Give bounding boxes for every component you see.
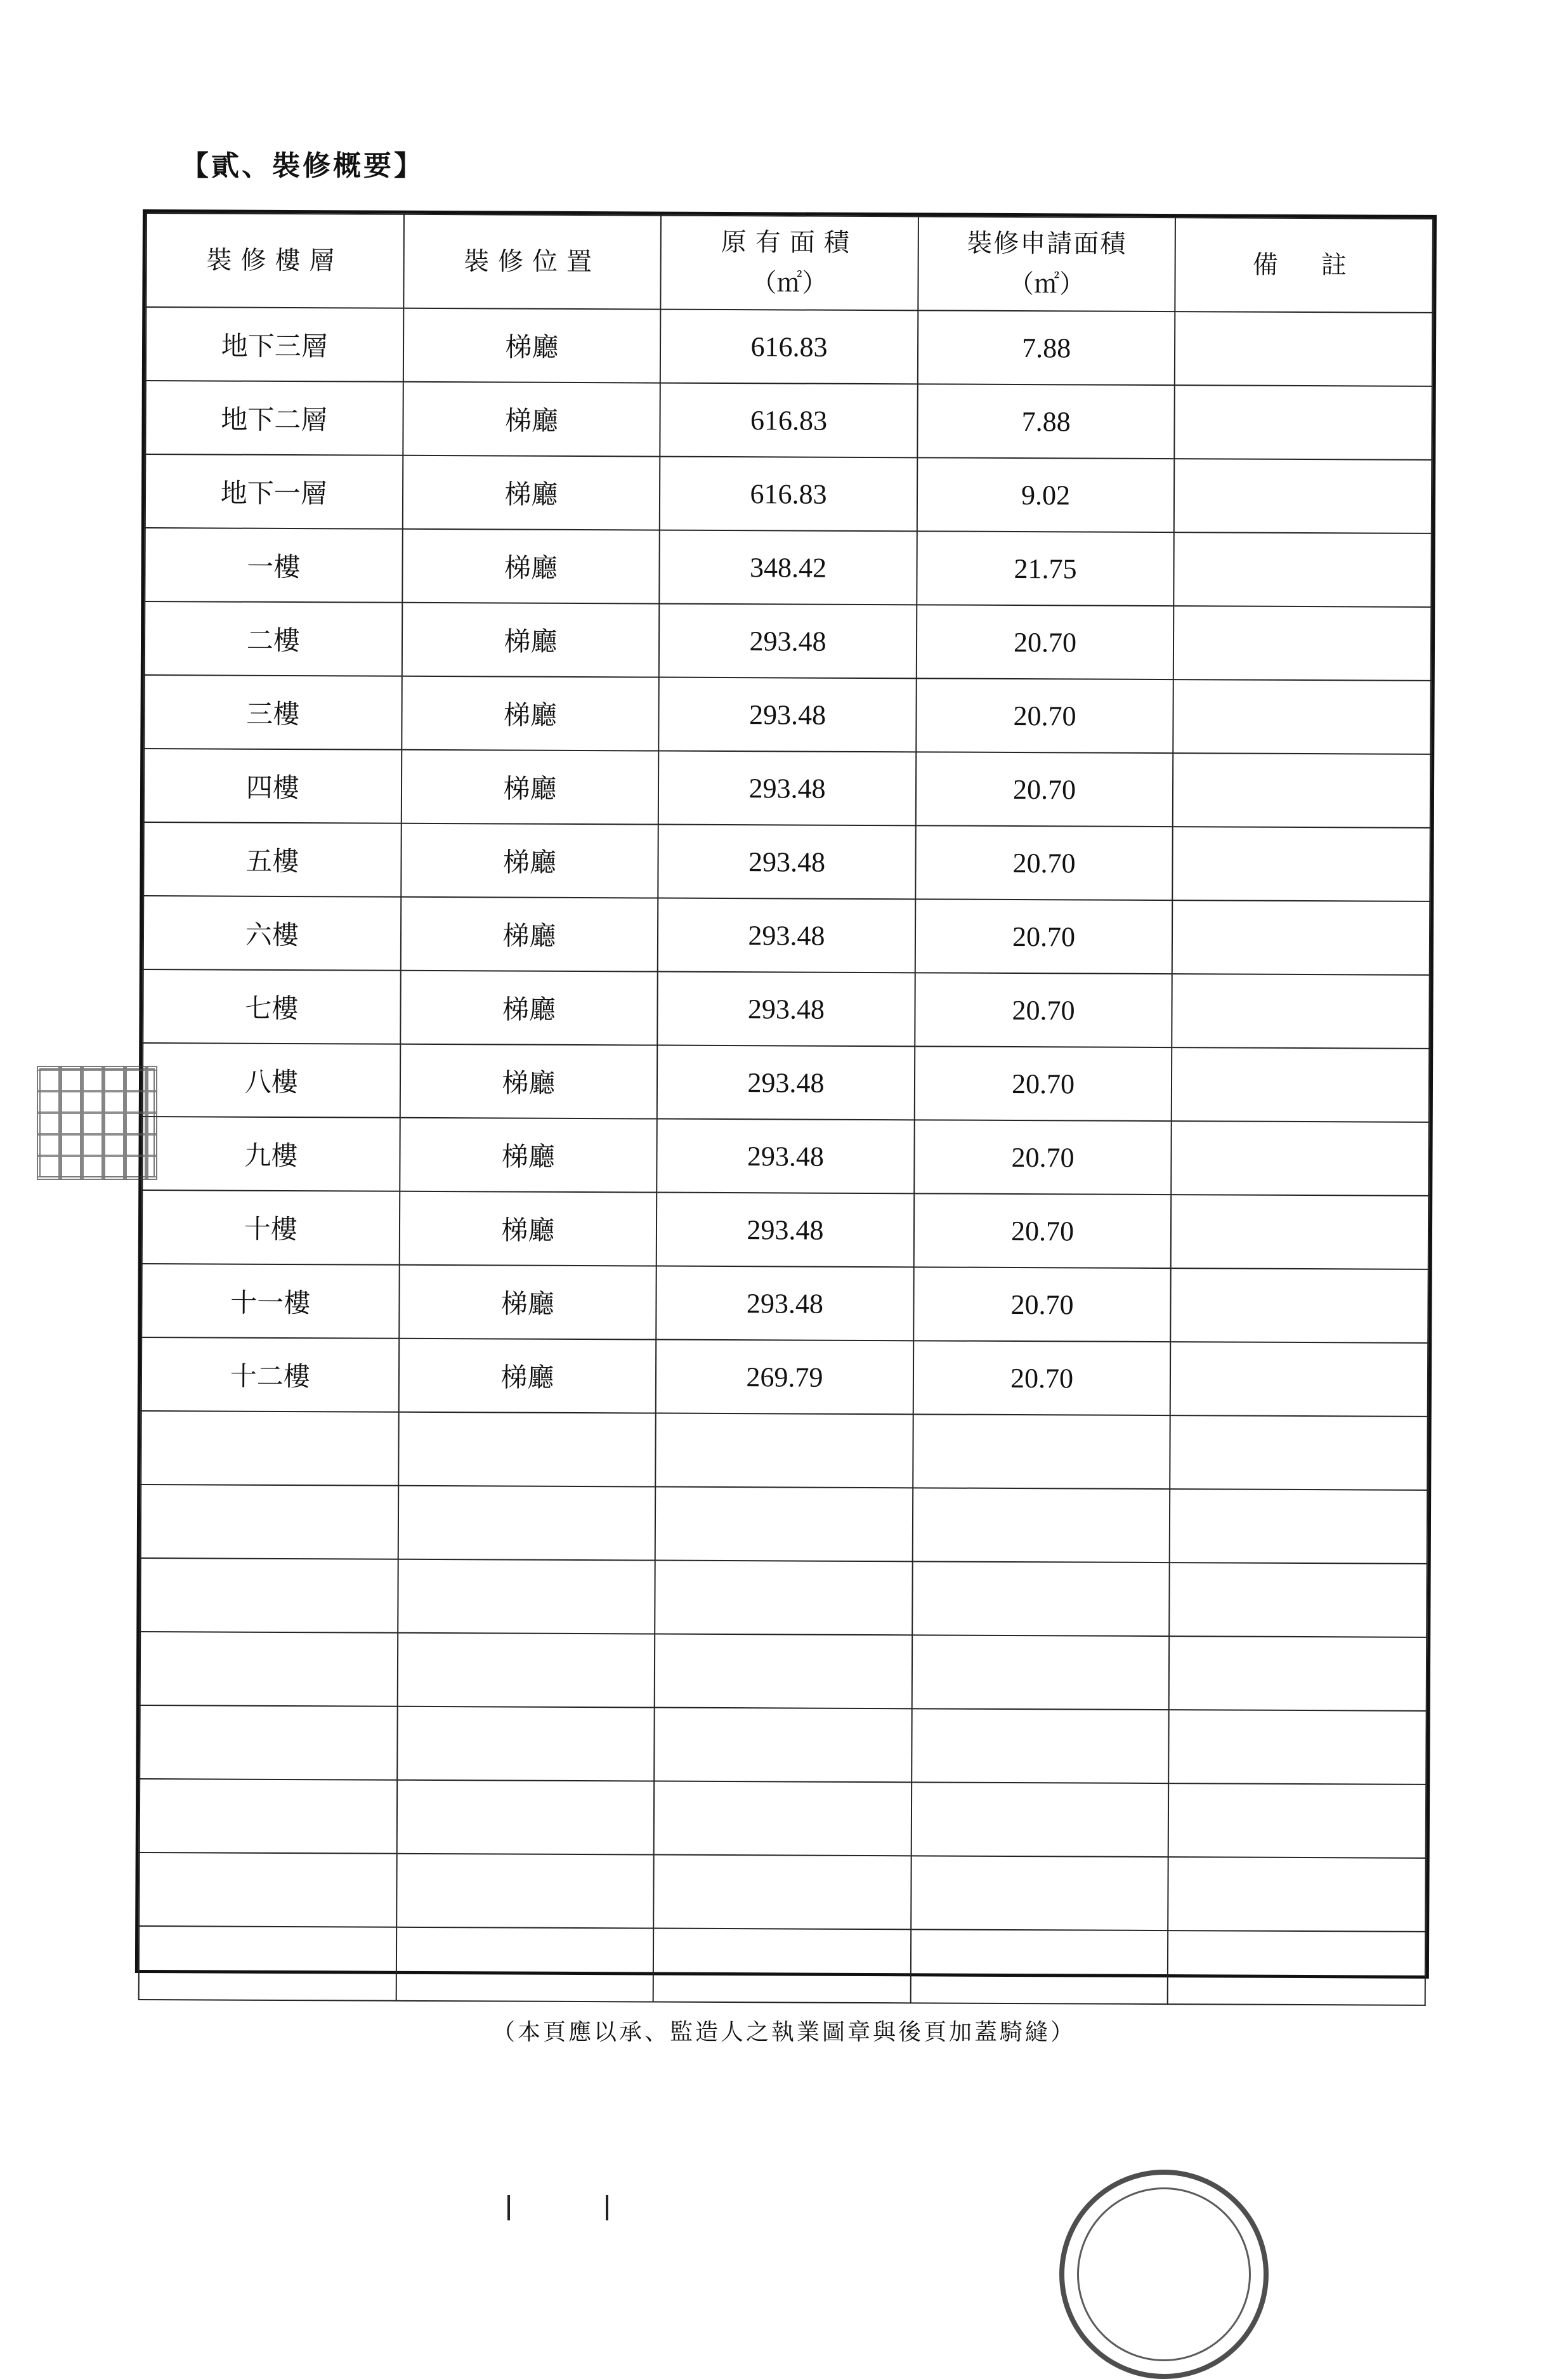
table-row	[145, 601, 1431, 681]
cell-remarks	[1168, 1930, 1425, 2005]
cell-remarks	[1171, 1268, 1428, 1343]
cell-floor	[141, 1484, 398, 1559]
cell-location	[398, 1412, 656, 1487]
cell-remarks	[1172, 1047, 1429, 1122]
cell-remarks	[1170, 1342, 1428, 1417]
table-body	[139, 307, 1433, 2005]
table-row	[139, 1852, 1425, 1932]
cell-remarks	[1173, 606, 1431, 681]
cell-applied-area: 9.02	[917, 457, 1175, 532]
cell-original-area: 293.48	[658, 678, 916, 752]
cell-floor: 四樓	[144, 749, 402, 823]
cell-applied-area	[913, 1414, 1170, 1489]
cell-original-area: 293.48	[658, 898, 915, 973]
cell-original-area	[655, 1561, 912, 1635]
cell-location: 梯廳	[402, 455, 660, 530]
cell-original-area	[653, 1855, 911, 1930]
table-row	[140, 1558, 1427, 1637]
table-row	[145, 528, 1431, 607]
cell-original-area: 293.48	[657, 1119, 914, 1194]
table-row	[140, 1705, 1426, 1785]
table-row	[144, 749, 1430, 828]
cell-original-area: 293.48	[659, 604, 917, 679]
cell-original-area: 616.83	[660, 383, 917, 458]
cell-original-area: 293.48	[658, 825, 915, 900]
cell-location: 梯廳	[398, 1339, 656, 1413]
cell-floor	[139, 1926, 396, 2001]
cell-original-area: 348.42	[659, 530, 917, 605]
cell-applied-area	[910, 1929, 1168, 2004]
cell-floor: 三樓	[144, 675, 402, 750]
cell-original-area: 293.48	[657, 972, 915, 1047]
header-floor: 裝修樓層	[146, 213, 403, 308]
cell-location	[398, 1559, 655, 1634]
table-row	[142, 1190, 1428, 1269]
cell-applied-area: 7.88	[918, 310, 1175, 385]
cell-remarks	[1169, 1710, 1427, 1785]
table-row	[141, 1264, 1428, 1343]
cell-location: 梯廳	[403, 308, 660, 383]
cell-floor: 八樓	[143, 1043, 400, 1118]
cell-location: 梯廳	[403, 382, 660, 457]
cell-location: 梯廳	[402, 603, 659, 678]
cell-remarks	[1173, 753, 1430, 828]
cell-original-area: 293.48	[657, 1193, 914, 1268]
cell-applied-area: 20.70	[917, 605, 1174, 679]
cell-floor: 十一樓	[141, 1264, 399, 1339]
cell-applied-area	[911, 1782, 1168, 1857]
table-row	[143, 969, 1429, 1049]
cell-floor: 地下三層	[146, 307, 403, 382]
cell-applied-area: 20.70	[915, 825, 1173, 900]
table-row	[143, 896, 1430, 975]
cell-floor	[139, 1852, 396, 1927]
cell-original-area	[654, 1708, 911, 1783]
header-applied-area	[918, 216, 1175, 311]
cell-location	[396, 1927, 653, 2002]
cell-location	[396, 1780, 654, 1855]
cell-location	[396, 1854, 654, 1929]
cell-original-area	[655, 1634, 912, 1709]
cell-location	[398, 1486, 655, 1561]
cell-floor	[140, 1558, 398, 1633]
renovation-summary-table	[138, 213, 1434, 2006]
cell-remarks	[1174, 459, 1432, 534]
cell-remarks	[1168, 1857, 1426, 1932]
cell-original-area: 269.79	[656, 1340, 913, 1415]
cell-remarks	[1173, 679, 1431, 754]
cell-floor	[140, 1632, 398, 1707]
cell-location: 梯廳	[401, 750, 658, 825]
table-row	[140, 1632, 1427, 1711]
cell-remarks	[1175, 385, 1432, 460]
cell-applied-area: 20.70	[915, 899, 1173, 974]
cell-remarks	[1175, 311, 1432, 386]
header-location: 裝修位置	[403, 214, 661, 310]
crop-mark	[507, 2195, 510, 2220]
cell-applied-area: 20.70	[914, 1193, 1172, 1268]
cell-applied-area: 20.70	[913, 1340, 1171, 1415]
cell-applied-area: 20.70	[913, 1267, 1171, 1342]
table-row	[140, 1779, 1426, 1858]
renovation-summary-table-frame	[135, 209, 1437, 1979]
cell-applied-area	[911, 1708, 1169, 1783]
cell-original-area: 616.83	[660, 457, 917, 532]
header-applied-area-unit: （㎡）	[1008, 269, 1085, 299]
cell-floor: 六樓	[143, 896, 401, 971]
footer-note: （本頁應以承、監造人之執業圖章與後頁加蓋騎縫）	[492, 2019, 1076, 2045]
table-row	[146, 307, 1432, 386]
cell-floor	[141, 1411, 398, 1486]
cell-location: 梯廳	[399, 1265, 657, 1340]
cell-location	[397, 1633, 655, 1708]
table-row	[141, 1484, 1427, 1564]
table-row	[145, 381, 1432, 460]
cell-applied-area: 20.70	[916, 752, 1173, 827]
cell-location: 梯廳	[400, 897, 658, 972]
cell-remarks	[1171, 1195, 1428, 1269]
cell-applied-area: 20.70	[915, 1046, 1172, 1121]
table-row	[141, 1411, 1427, 1490]
header-original-area-unit: （㎡）	[751, 268, 828, 298]
left-seal-stamp	[37, 1066, 157, 1180]
cell-applied-area: 20.70	[914, 1120, 1172, 1195]
cell-remarks	[1170, 1563, 1427, 1637]
bottom-seal-stamp	[1059, 2170, 1269, 2379]
table-row	[143, 822, 1430, 901]
cell-floor: 五樓	[143, 822, 401, 897]
table-row	[142, 1117, 1428, 1196]
cell-remarks	[1170, 1489, 1427, 1564]
table-row	[144, 675, 1430, 754]
cell-original-area	[654, 1781, 911, 1856]
cell-applied-area	[911, 1856, 1168, 1930]
cell-location: 梯廳	[399, 1191, 657, 1266]
cell-remarks	[1168, 1783, 1426, 1858]
cell-remarks	[1172, 1121, 1429, 1196]
cell-applied-area: 20.70	[915, 973, 1172, 1047]
cell-remarks	[1173, 827, 1430, 901]
table-row	[141, 1337, 1428, 1417]
cell-remarks	[1169, 1636, 1427, 1711]
cell-floor: 一樓	[145, 528, 402, 603]
cell-floor	[140, 1779, 397, 1854]
cell-applied-area	[912, 1561, 1170, 1636]
cell-floor: 地下二層	[145, 381, 403, 455]
cell-floor: 十樓	[142, 1190, 400, 1265]
cell-original-area	[655, 1413, 913, 1488]
table-row	[145, 454, 1432, 534]
header-original-area-label: 原有面積	[721, 227, 858, 258]
cell-location	[397, 1707, 655, 1781]
cell-original-area	[653, 1929, 911, 2003]
cell-floor: 九樓	[142, 1117, 400, 1191]
cell-applied-area	[912, 1488, 1170, 1563]
header-remarks: 備 註	[1175, 218, 1433, 313]
cell-original-area	[655, 1487, 913, 1562]
cell-remarks	[1172, 974, 1430, 1049]
cell-location: 梯廳	[402, 676, 659, 751]
crop-mark	[606, 2195, 608, 2220]
section-title: 【貳、裝修概要】	[181, 150, 424, 182]
cell-location: 梯廳	[401, 823, 658, 898]
cell-remarks	[1170, 1415, 1428, 1490]
cell-applied-area	[911, 1635, 1169, 1710]
cell-floor	[140, 1705, 397, 1780]
table-header-row	[146, 213, 1433, 313]
cell-remarks	[1172, 900, 1430, 975]
table-row	[143, 1043, 1429, 1122]
table-row	[139, 1926, 1425, 2005]
cell-original-area: 293.48	[657, 1045, 915, 1120]
cell-location: 梯廳	[400, 971, 658, 1045]
cell-original-area: 293.48	[656, 1266, 913, 1341]
cell-original-area: 616.83	[660, 310, 918, 384]
cell-applied-area: 7.88	[917, 384, 1175, 459]
cell-floor: 七樓	[143, 969, 400, 1044]
cell-location: 梯廳	[400, 1044, 657, 1119]
cell-location: 梯廳	[400, 1118, 657, 1193]
cell-location: 梯廳	[402, 529, 660, 604]
header-original-area	[661, 216, 918, 311]
header-applied-area-label: 裝修申請面積	[967, 228, 1127, 259]
cell-remarks	[1174, 532, 1432, 607]
cell-original-area: 293.48	[658, 751, 916, 826]
cell-floor: 地下一層	[145, 454, 403, 529]
cell-floor: 二樓	[145, 601, 402, 676]
cell-applied-area: 20.70	[916, 678, 1173, 753]
cell-applied-area: 21.75	[917, 531, 1174, 606]
cell-floor: 十二樓	[141, 1337, 399, 1412]
